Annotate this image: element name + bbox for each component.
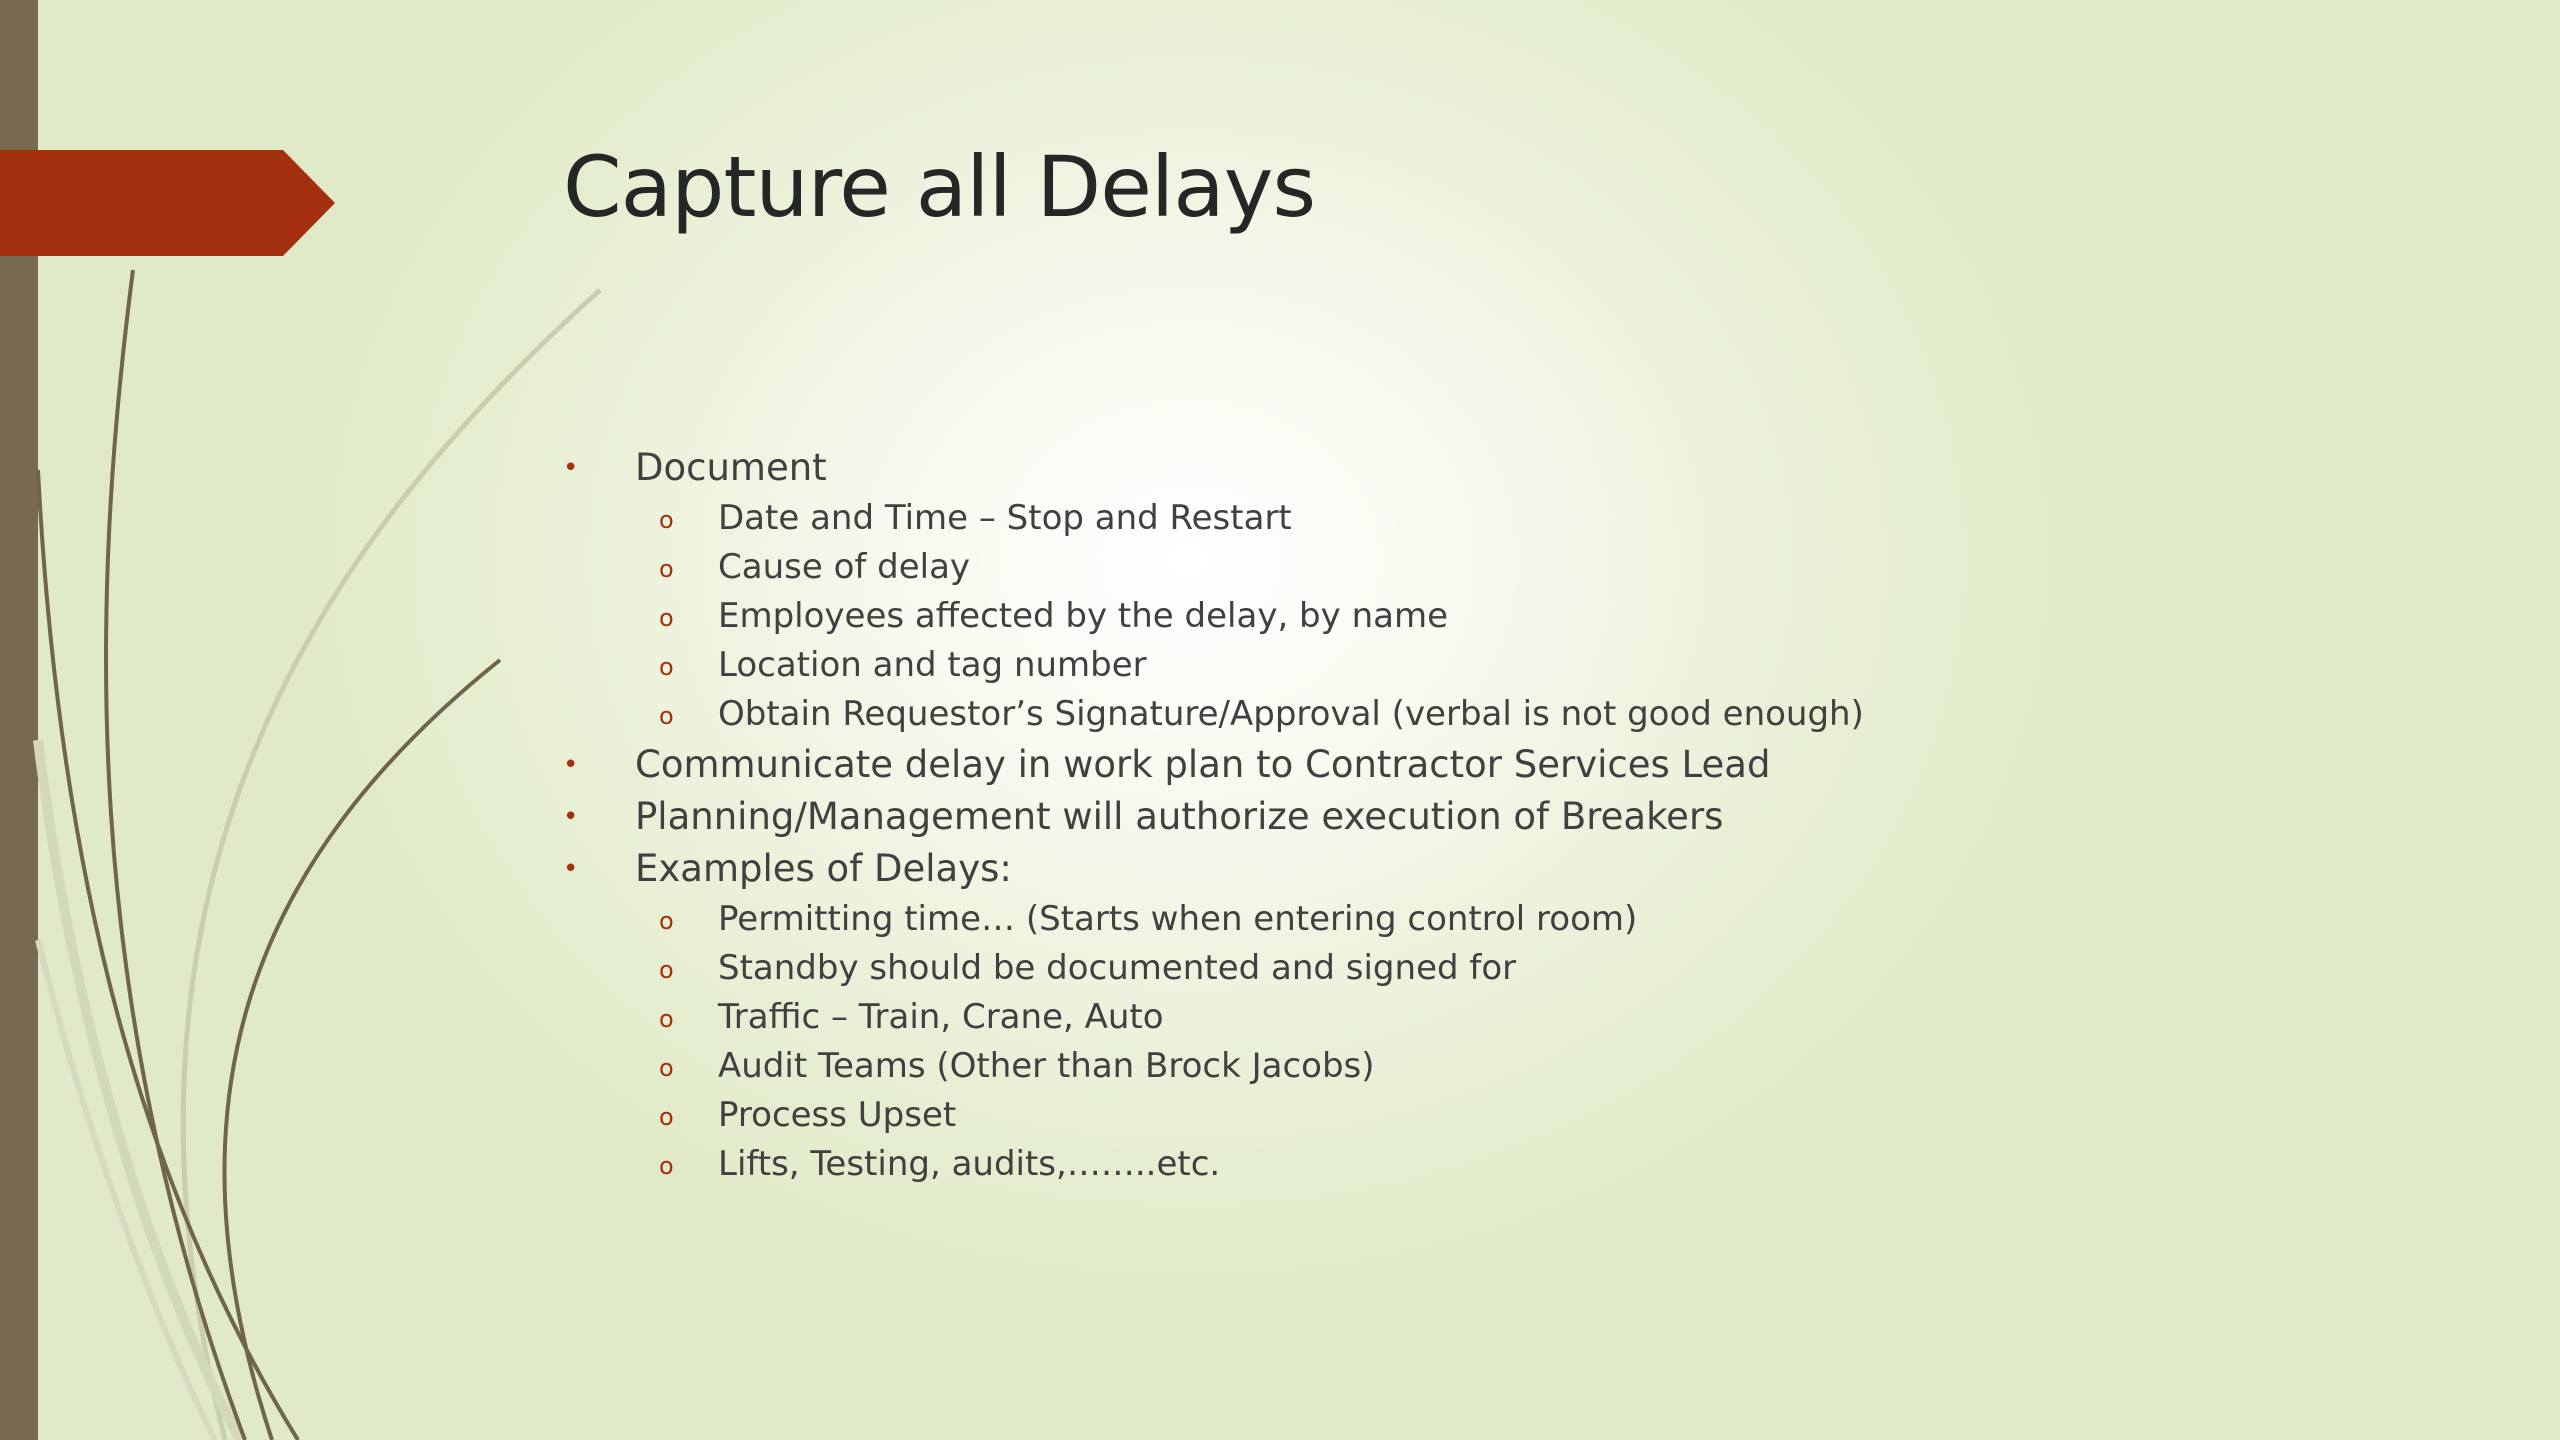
bullet-icon: • bbox=[563, 453, 579, 483]
sub-bullet-icon: o bbox=[659, 653, 674, 681]
sub-list-item bbox=[563, 993, 1864, 1042]
sub-list-item-text: Standby should be documented and signed for bbox=[718, 948, 1517, 988]
sub-bullet-icon: o bbox=[659, 1152, 674, 1180]
list-item-text: Planning/Management will authorize execution of Breakers bbox=[635, 795, 1724, 838]
sub-list-item bbox=[563, 1140, 1864, 1189]
sub-list-item bbox=[563, 690, 1864, 739]
sub-list-item bbox=[563, 641, 1864, 690]
bullet-icon: • bbox=[563, 854, 579, 884]
sub-list-item bbox=[563, 1091, 1864, 1140]
sub-bullet-icon: o bbox=[659, 1103, 674, 1131]
sub-list bbox=[635, 494, 1864, 739]
list-item bbox=[563, 791, 1864, 843]
sub-list-item-text: Date and Time – Stop and Restart bbox=[718, 498, 1292, 538]
sub-bullet-icon: o bbox=[659, 1054, 674, 1082]
sub-list-item bbox=[563, 1042, 1864, 1091]
sub-list-item-text: Traffic – Train, Crane, Auto bbox=[718, 997, 1164, 1037]
sub-bullet-icon: o bbox=[659, 1005, 674, 1033]
list-item bbox=[563, 739, 1864, 791]
sub-list-item-text: Audit Teams (Other than Brock Jacobs) bbox=[718, 1046, 1375, 1086]
sub-bullet-icon: o bbox=[659, 907, 674, 935]
sub-list-item-text: Obtain Requestor’s Signature/Approval (verbal is not good enough) bbox=[718, 694, 1864, 734]
sub-list-item-text: Process Upset bbox=[718, 1095, 957, 1135]
sub-list-item-text: Employees affected by the delay, by name bbox=[718, 596, 1448, 636]
sub-list bbox=[635, 895, 1864, 1189]
sub-bullet-icon: o bbox=[659, 956, 674, 984]
sub-bullet-icon: o bbox=[659, 702, 674, 730]
sub-list-item-text: Lifts, Testing, audits,……..etc. bbox=[718, 1144, 1221, 1184]
sub-list-item bbox=[563, 592, 1864, 641]
bullet-list bbox=[563, 442, 1864, 1189]
sub-list-item bbox=[563, 944, 1864, 993]
slide-title: Capture all Delays bbox=[563, 138, 1316, 236]
sub-list-item bbox=[563, 895, 1864, 944]
sub-bullet-icon: o bbox=[659, 506, 674, 534]
sub-list-item-text: Location and tag number bbox=[718, 645, 1147, 685]
list-item bbox=[563, 442, 1864, 739]
arrow-banner-shape bbox=[0, 150, 335, 256]
sub-list-item bbox=[563, 494, 1864, 543]
sub-list-item-text: Permitting time… (Starts when entering control room) bbox=[718, 899, 1638, 939]
sub-bullet-icon: o bbox=[659, 604, 674, 632]
list-item-text: Document bbox=[635, 446, 827, 489]
list-item bbox=[563, 843, 1864, 1189]
sub-list-item bbox=[563, 543, 1864, 592]
bullet-icon: • bbox=[563, 750, 579, 780]
sub-bullet-icon: o bbox=[659, 555, 674, 583]
list-item-text: Examples of Delays: bbox=[635, 847, 1012, 890]
sub-list-item-text: Cause of delay bbox=[718, 547, 971, 587]
list-item-text: Communicate delay in work plan to Contractor Services Lead bbox=[635, 743, 1771, 786]
bullet-icon: • bbox=[563, 802, 579, 832]
